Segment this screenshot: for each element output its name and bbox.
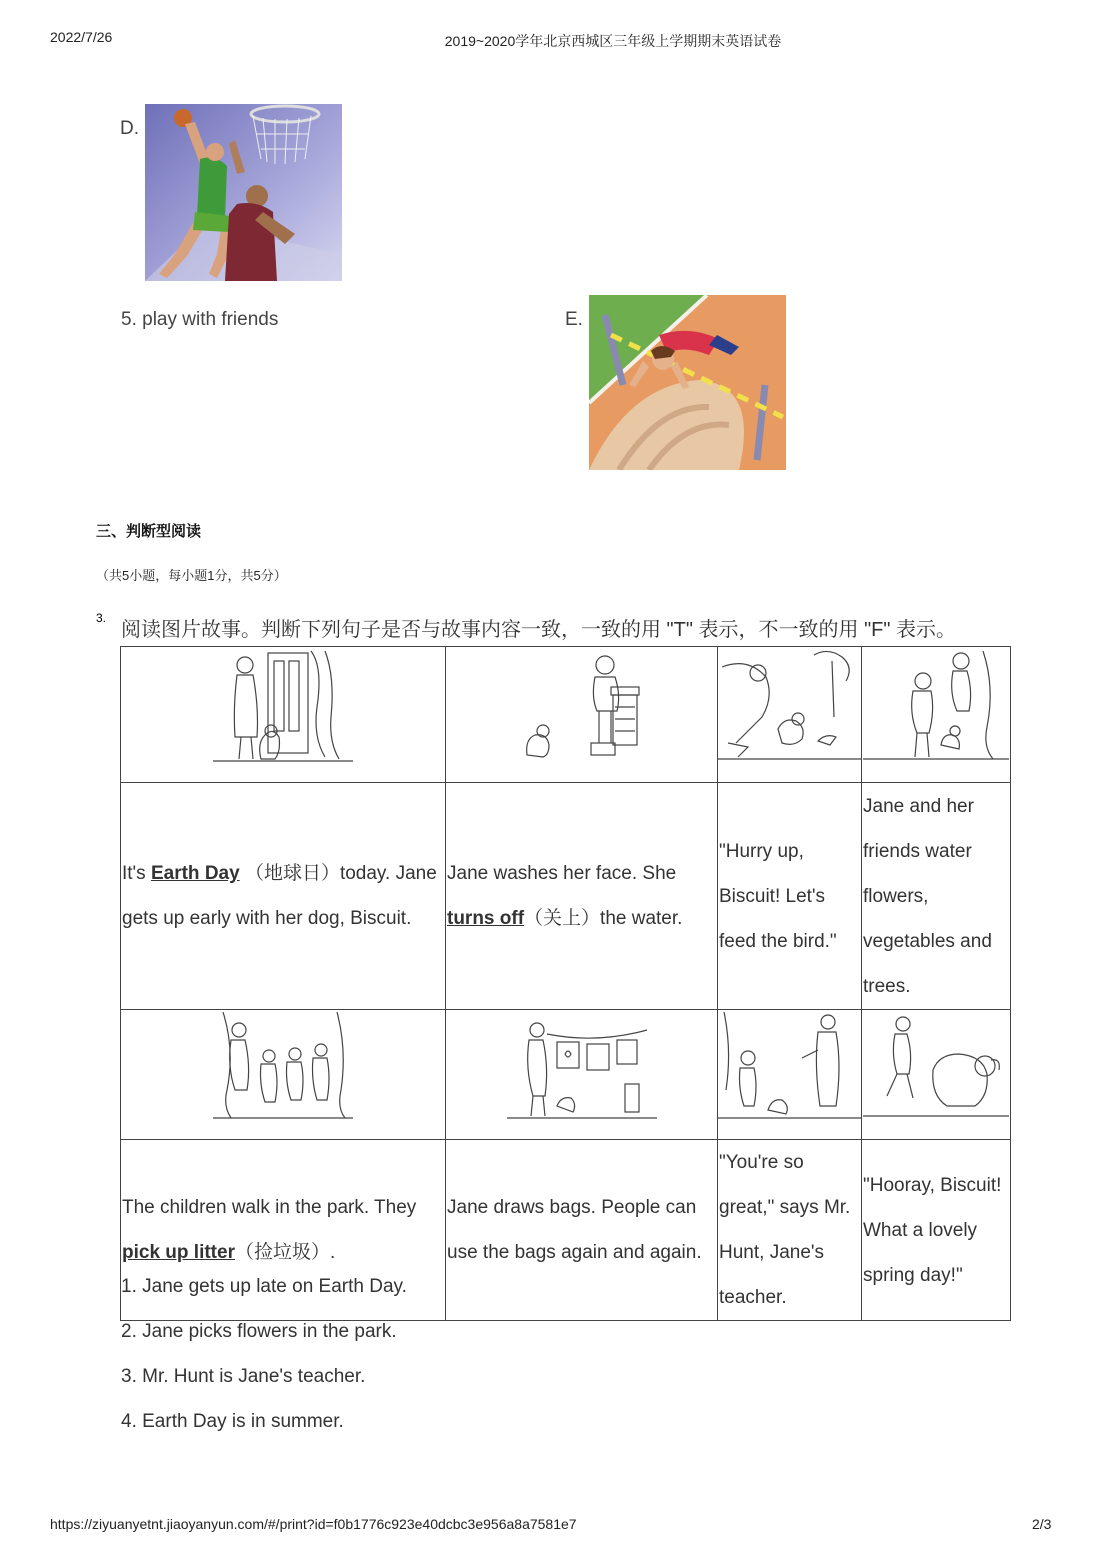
sketch-hooray-biscuit <box>863 1010 1009 1122</box>
section-subtitle: （共5小题，每小题1分，共5分） <box>96 568 287 583</box>
keyword-turns-off: turns off <box>447 908 525 929</box>
story-text-6: Jane draws bags. People can use the bags again and again. <box>446 1140 718 1321</box>
question-instruction: 阅读图片故事。判断下列句子是否与故事内容一致，一致的用 "T" 表示，不一致的用 "F" 表示。 <box>121 619 957 641</box>
story-image-row-1 <box>121 647 1011 783</box>
sketch-feed-bird <box>718 647 862 765</box>
story-text-row-1 <box>121 783 1011 1010</box>
statement-3: 3. Mr. Hunt is Jane's teacher. <box>121 1366 366 1387</box>
keyword-earth-day: Earth Day <box>150 863 240 884</box>
story-table <box>120 646 1011 1321</box>
statement-1: 1. Jane gets up late on Earth Day. <box>121 1276 407 1297</box>
story-picture-4 <box>862 647 1011 783</box>
basketball-picture <box>145 104 342 281</box>
story-text-8: "Hooray, Biscuit! What a lovely spring day!" <box>862 1140 1011 1321</box>
story-text-5: The children walk in the park. They pick up litter（捡垃圾）. <box>121 1140 446 1321</box>
story-image-row-2 <box>121 1010 1011 1140</box>
story-text-4: Jane and her friends water flowers, vegetables and trees. <box>862 783 1011 1010</box>
story-text-1: It's Earth Day （地球日）today. Jane gets up early with her dog, Biscuit. <box>121 783 446 1010</box>
story-picture-2 <box>446 647 718 783</box>
story-picture-5 <box>121 1010 446 1140</box>
story-picture-7 <box>718 1010 862 1140</box>
sketch-girl-washing <box>507 647 657 765</box>
footer-url: https://ziyuanyetnt.jiaoyanyun.com/#/print?id=f0b1776c923e40dcbc3e956a8a7581e7 <box>50 1516 577 1532</box>
statement-4: 4. Earth Day is in summer. <box>121 1411 344 1432</box>
page-number: 2/3 <box>1032 1516 1052 1532</box>
high-jump-picture <box>589 295 786 470</box>
sketch-children-walking <box>213 1010 353 1122</box>
story-text-3: "Hurry up, Biscuit! Let's feed the bird." <box>718 783 862 1010</box>
story-picture-3 <box>718 647 862 783</box>
document-title: 2019~2020学年北京西城区三年级上学期期末英语试卷 <box>444 33 782 49</box>
story-picture-1 <box>121 647 446 783</box>
keyword-pick-up-litter: pick up litter <box>122 1242 235 1263</box>
sketch-drawing-bags <box>507 1010 657 1122</box>
sketch-watering <box>863 647 1009 765</box>
print-date: 2022/7/26 <box>50 29 113 45</box>
option-d-label: D. <box>120 118 139 139</box>
section-title: 三、判断型阅读 <box>96 523 202 540</box>
story-picture-6 <box>446 1010 718 1140</box>
question-number: 3. <box>96 611 107 625</box>
story-text-7: "You're so great," says Mr. Hunt, Jane's teacher. <box>718 1140 862 1321</box>
story-text-2: Jane washes her face. She turns off（关上）the water. <box>446 783 718 1010</box>
sketch-mr-hunt <box>718 1010 862 1122</box>
statement-2: 2. Jane picks flowers in the park. <box>121 1321 397 1342</box>
item-5-text: 5. play with friends <box>121 309 279 330</box>
story-picture-8 <box>862 1010 1011 1140</box>
option-e-label: E. <box>565 309 583 330</box>
sketch-girl-dog-door <box>213 647 353 765</box>
